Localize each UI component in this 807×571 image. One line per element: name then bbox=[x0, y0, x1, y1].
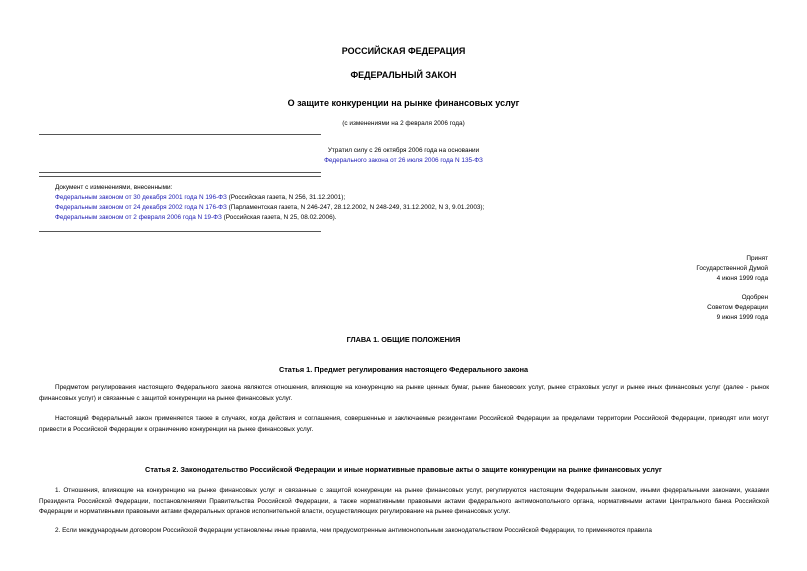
amendment-link[interactable]: Федеральным законом от 30 декабря 2001 года N 196-ФЗ bbox=[55, 194, 227, 201]
document-country: РОССИЙСКАЯ ФЕДЕРАЦИЯ bbox=[341, 46, 466, 56]
amendment-item bbox=[55, 193, 775, 203]
adoption-accepted bbox=[696, 254, 768, 284]
adoption-line: 4 июня 1999 года bbox=[716, 275, 768, 282]
repeal-law-link[interactable]: Федерального закона от 26 июля 2006 года N 135-ФЗ bbox=[324, 157, 483, 164]
amendment-note: (с изменениями на 2 февраля 2006 года) bbox=[342, 120, 465, 127]
adoption-line: Принят bbox=[746, 255, 768, 262]
amendment-item bbox=[55, 213, 775, 223]
adoption-line: 9 июня 1999 года bbox=[716, 314, 768, 321]
adoption-line: Государственной Думой bbox=[696, 265, 768, 272]
adoption-line: Советом Федерации bbox=[707, 304, 768, 311]
divider bbox=[39, 231, 321, 232]
amendments-intro: Документ с изменениями, внесенными: bbox=[55, 184, 173, 191]
divider bbox=[39, 176, 321, 177]
amendment-link[interactable]: Федеральным законом от 2 февраля 2006 года N 19-ФЗ bbox=[55, 214, 222, 221]
amendment-item bbox=[55, 203, 775, 213]
article-title: Статья 1. Предмет регулирования настоящего Федерального закона bbox=[278, 365, 529, 374]
divider bbox=[39, 134, 321, 135]
repeal-notice: Утратил силу с 26 октября 2006 года на основании bbox=[327, 147, 480, 154]
article-title: Статья 2. Законодательство Российской Федерации и иные нормативные правовые акты о защите конкуренции на рынке финансовых услуг bbox=[145, 465, 662, 474]
amendment-source: (Российская газета, N 256, 31.12.2001); bbox=[226, 194, 346, 201]
article-paragraph: 1. Отношения, влияющие на конкуренцию на рынке финансовых услуг и связанные с защитой конкуренции на рынке финансовых услуг, регулируются настоящим Федеральным законом, иными федеральными законами, указами Президента Российской Федерации, постановлениями Правительства Российской Федерации, а также нормативными правовыми актами федерального антимонопольного органа, нормативными актами Центрального банка Российской Федерации и нормативными правовыми актами федеральных органов исполнительной власти, осуществляющих регулирование на рынке финансовых услуг. bbox=[39, 487, 769, 515]
article-paragraph: Предметом регулирования настоящего Федерального закона являются отношения, влияющие на конкуренцию на рынке ценных бумаг, рынке банковских услуг, рынке страховых услуг и рынке иных финансовых услуг (далее - рынок финансовых услуг) и связанные с защитой конкуренции на рынке финансовых услуг. bbox=[39, 384, 769, 402]
chapter-title: ГЛАВА 1. ОБЩИЕ ПОЛОЖЕНИЯ bbox=[346, 335, 461, 344]
amendment-source: (Парламентская газета, N 246-247, 28.12.2002, N 248-249, 31.12.2002, N 3, 9.01.2003); bbox=[226, 204, 485, 211]
adoption-approved bbox=[707, 293, 768, 323]
document-title: О защите конкуренции на рынке финансовых услуг bbox=[287, 98, 520, 108]
amendment-link[interactable]: Федеральным законом от 24 декабря 2002 года N 176-ФЗ bbox=[55, 204, 227, 211]
article-paragraph: 2. Если международным договором Российской Федерации установлены иные правила, чем предусмотренные антимонопольным законодательством Российской Федерации, то применяются правила bbox=[55, 527, 652, 534]
divider bbox=[39, 172, 321, 173]
article-paragraph: Настоящий Федеральный закон применяется также в случаях, когда действия и соглашения, совершенные и заключаемые резидентами Российской Федерации за пределами территории Российской Федерации, приводят или могут привести в Российской Федерации к ограничению конкуренции на рынке финансовых услуг. bbox=[39, 415, 769, 433]
repeal-law-link-wrap bbox=[0, 157, 807, 164]
document-law-type: ФЕДЕРАЛЬНЫЙ ЗАКОН bbox=[350, 70, 457, 80]
amendments-block bbox=[55, 183, 775, 223]
amendment-source: (Российская газета, N 25, 08.02.2006). bbox=[221, 214, 337, 221]
adoption-line: Одобрен bbox=[741, 294, 768, 301]
